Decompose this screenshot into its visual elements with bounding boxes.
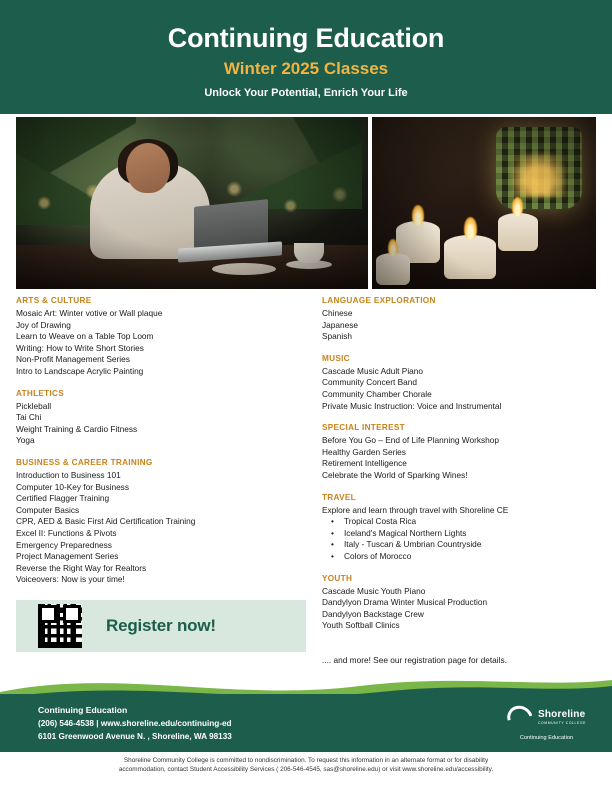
list-item: Pickleball xyxy=(16,400,52,411)
category-youth xyxy=(322,574,596,632)
category-item-list xyxy=(322,505,596,563)
list-item: Youth Softball Clinics xyxy=(322,620,400,631)
category-title: TRAVEL xyxy=(322,492,356,502)
category-title: ARTS & CULTURE xyxy=(16,296,92,305)
list-item: • Tropical Costa Rica xyxy=(322,516,596,528)
qr-code-icon[interactable] xyxy=(38,604,82,648)
list-item: Retirement Intelligence xyxy=(322,458,407,469)
list-item: Dandylyon Backstage Crew xyxy=(322,608,424,619)
category-item-list xyxy=(322,586,596,632)
list-item: Computer 10-Key for Business xyxy=(16,481,129,492)
photo-row xyxy=(16,117,596,289)
list-item: Japanese xyxy=(322,319,358,330)
category-business-career-training xyxy=(16,458,306,586)
list-item: Before You Go – End of Life Planning Workshop xyxy=(322,435,499,446)
list-item: CPR, AED & Basic First Aid Certification Training xyxy=(16,516,196,527)
page-subtitle: Winter 2025 Classes xyxy=(223,59,389,79)
swoosh-icon xyxy=(503,701,538,735)
list-item: Weight Training & Cardio Fitness xyxy=(16,423,138,434)
list-item: Celebrate the World of Sparking Wines! xyxy=(322,469,468,480)
category-language-exploration xyxy=(322,296,596,343)
photo-vignette xyxy=(372,117,596,289)
list-item: Writing: How to Write Short Stories xyxy=(16,342,144,353)
photo-vignette xyxy=(16,117,368,289)
list-item: Tai Chi xyxy=(16,412,42,423)
list-item: Reverse the Right Way for Realtors xyxy=(16,562,147,573)
list-item: Emergency Preparedness xyxy=(16,539,112,550)
disclaimer-line-1: Shoreline Community College is committed to nondiscrimination. To request this information in an alternate format or for disability xyxy=(123,757,489,764)
category-item-list xyxy=(16,308,306,378)
category-item-list xyxy=(16,470,306,586)
category-item-list xyxy=(16,401,306,447)
category-title: MUSIC xyxy=(322,353,350,363)
list-item: Non-Profit Management Series xyxy=(16,354,130,365)
right-column xyxy=(322,296,596,643)
list-item: Cascade Music Adult Piano xyxy=(322,365,424,376)
list-item: Project Management Series xyxy=(16,551,119,562)
logo-name: Shoreline xyxy=(537,709,586,720)
category-travel xyxy=(322,493,596,563)
more-classes-note: .... and more! See our registration page for details. xyxy=(322,655,507,665)
list-item: Yoga xyxy=(16,435,35,446)
list-item: Cascade Music Youth Piano xyxy=(322,585,426,596)
list-item: Certified Flagger Training xyxy=(16,493,110,504)
list-item: Healthy Garden Series xyxy=(322,446,406,457)
college-logo xyxy=(507,706,586,741)
list-item: • Italy - Tuscan & Umbrian Countryside xyxy=(322,539,596,551)
list-item: Chinese xyxy=(322,308,353,318)
list-item: Mosaic Art: Winter votive or Wall plaque xyxy=(16,308,163,318)
category-item-list xyxy=(322,308,596,343)
register-callout[interactable] xyxy=(16,600,306,652)
footer-contact-block xyxy=(38,704,232,743)
list-item: Spanish xyxy=(322,331,352,342)
laptop-student-photo xyxy=(16,117,368,289)
category-title: YOUTH xyxy=(322,573,353,583)
list-item: Joy of Drawing xyxy=(16,319,71,330)
footer-org-name: Continuing Education xyxy=(38,705,128,715)
disclaimer-line-2: accommodation, contact Student Accessibility Services ( 206-546-4545, sas@shoreline.edu) or visit www.shoreline.edu/accessibility. xyxy=(118,766,494,773)
list-item: Computer Basics xyxy=(16,504,80,515)
list-item: Learn to Weave on a Table Top Loom xyxy=(16,331,154,342)
register-now-label[interactable]: Register now! xyxy=(106,616,216,635)
category-athletics xyxy=(16,389,306,447)
list-item: Private Music Instruction: Voice and Instrumental xyxy=(322,400,502,411)
category-title: ATHLETICS xyxy=(16,388,65,398)
list-item: Explore and learn through travel with Shoreline CE xyxy=(322,504,509,515)
list-item: Excel II: Functions & Pivots xyxy=(16,527,117,538)
page-title: Continuing Education xyxy=(167,23,445,53)
category-special-interest xyxy=(322,423,596,481)
list-item: Community Concert Band xyxy=(322,377,417,388)
category-title: LANGUAGE EXPLORATION xyxy=(322,296,436,305)
category-title: SPECIAL INTEREST xyxy=(322,423,405,433)
footer-bar xyxy=(0,694,612,752)
category-arts-culture xyxy=(16,296,306,378)
list-item: Dandylyon Drama Winter Musical Production xyxy=(322,597,488,608)
category-item-list xyxy=(322,366,596,412)
page-tagline: Unlock Your Potential, Enrich Your Life xyxy=(204,87,408,100)
logo-text-block xyxy=(538,710,586,726)
list-item: Intro to Landscape Acrylic Painting xyxy=(16,365,144,376)
nondiscrimination-disclaimer xyxy=(0,756,612,774)
logo-mark xyxy=(507,706,586,730)
list-item: • Colors of Morocco xyxy=(322,551,596,563)
logo-subtitle: COMMUNITY COLLEGE xyxy=(537,721,586,725)
logo-caption: Continuing Education xyxy=(519,735,574,741)
category-title: BUSINESS & CAREER TRAINING xyxy=(16,457,153,467)
category-item-list xyxy=(322,435,596,481)
header-banner xyxy=(0,0,612,114)
list-item: Introduction to Business 101 xyxy=(16,469,121,480)
left-column xyxy=(16,296,306,597)
list-item: Voiceovers: Now is your time! xyxy=(16,574,125,585)
footer-contact-line[interactable]: (206) 546-4538 | www.shoreline.edu/continuing-ed xyxy=(38,719,232,728)
footer-address-line: 6101 Greenwood Avenue N. , Shoreline, WA 98133 xyxy=(38,732,232,741)
candles-photo xyxy=(372,117,596,289)
list-item: • Iceland's Magical Northern Lights xyxy=(322,528,596,540)
list-item: Community Chamber Chorale xyxy=(322,388,432,399)
category-music xyxy=(322,354,596,412)
